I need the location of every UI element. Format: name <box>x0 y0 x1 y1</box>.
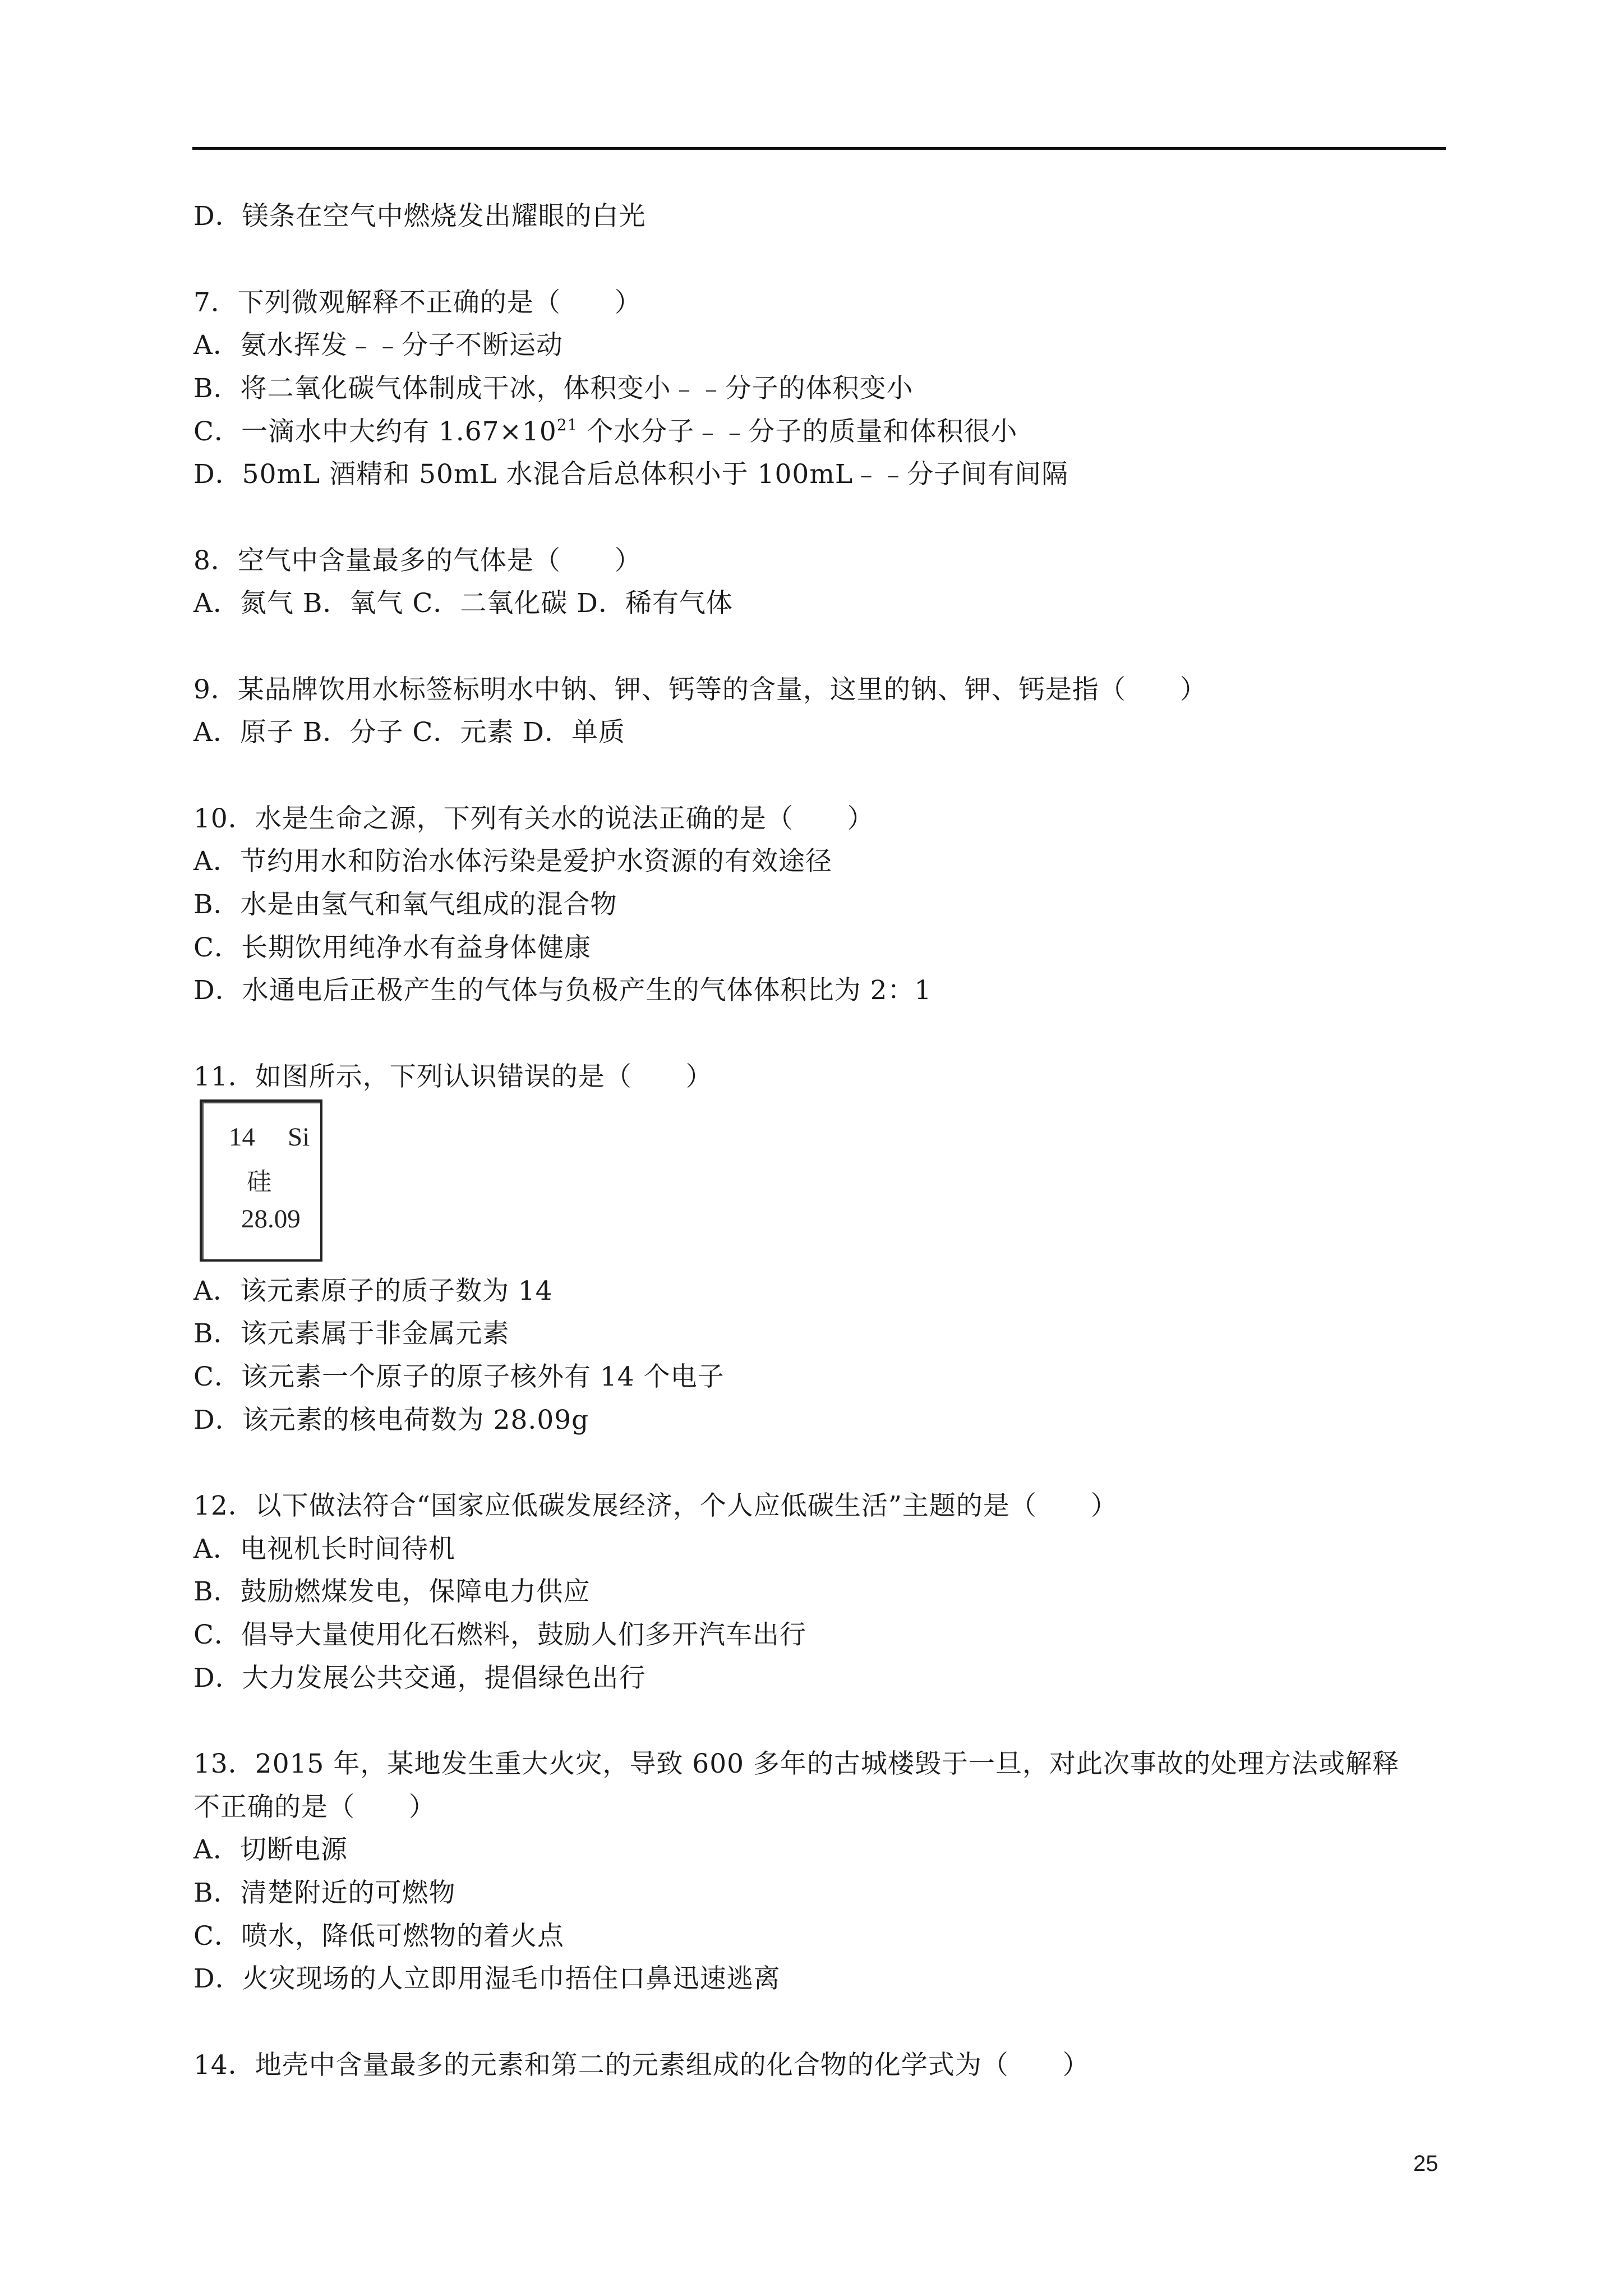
q13-stem-line2: 不正确的是（ ） <box>193 1792 436 1823</box>
q11-option-b: B．该元素属于非金属元素 <box>193 1318 510 1349</box>
q7-option-c-tail: 个水分子﹣﹣分子的质量和体积很小 <box>578 416 1018 447</box>
q7-option-c-text: C．一滴水中大约有 1.67×10 <box>193 416 557 447</box>
element-symbol: Si <box>288 1122 310 1152</box>
silicon-element-card <box>200 1099 322 1262</box>
q10-option-d: D．水通电后正极产生的气体与负极产生的气体体积比为 2：1 <box>193 975 932 1006</box>
q7-option-c <box>193 415 1017 449</box>
q9-options: A．原子 B．分子 C．元素 D．单质 <box>193 717 625 748</box>
q14-stem: 14．地壳中含量最多的元素和第二的元素组成的化合物的化学式为（ ） <box>193 2050 1090 2081</box>
q12-option-c: C．倡导大量使用化石燃料，鼓励人们多开汽车出行 <box>193 1619 806 1650</box>
q8-stem: 8．空气中含量最多的气体是（ ） <box>193 545 642 576</box>
page-number: 25 <box>1413 2151 1438 2176</box>
q12-option-a: A．电视机长时间待机 <box>193 1534 455 1565</box>
atomic-number: 14 <box>229 1122 255 1152</box>
q13-option-d: D．火灾现场的人立即用湿毛巾捂住口鼻迅速逃离 <box>193 1963 781 1994</box>
q12-option-b: B．鼓励燃煤发电，保障电力供应 <box>193 1576 591 1607</box>
atomic-mass: 28.09 <box>241 1204 301 1234</box>
q9-stem: 9．某品牌饮用水标签标明水中钠、钾、钙等的含量，这里的钠、钾、钙是指（ ） <box>193 674 1207 705</box>
q7-option-a: A．氨水挥发﹣﹣分子不断运动 <box>193 330 563 361</box>
q11-option-a: A．该元素原子的质子数为 14 <box>193 1276 553 1306</box>
q11-option-d: D．该元素的核电荷数为 28.09g <box>193 1405 589 1435</box>
q10-option-c: C．长期饮用纯净水有益身体健康 <box>193 932 591 963</box>
q7-option-c-exponent: 21 <box>556 416 578 434</box>
q13-option-c: C．喷水，降低可燃物的着火点 <box>193 1921 564 1952</box>
element-name: 硅 <box>247 1167 271 1196</box>
q7-option-d: D．50mL 酒精和 50mL 水混合后总体积小于 100mL﹣﹣分子间有间隔 <box>193 459 1069 490</box>
q12-option-d: D．大力发展公共交通，提倡绿色出行 <box>193 1663 646 1694</box>
q7-stem: 7．下列微观解释不正确的是（ ） <box>193 287 642 318</box>
q11-stem: 11．如图所示，下列认识错误的是（ ） <box>193 1061 713 1092</box>
q13-option-b: B．清楚附近的可燃物 <box>193 1878 456 1908</box>
q13-stem-line1: 13．2015 年，某地发生重大火灾，导致 600 多年的古城楼毁于一旦，对此次事故的处理方法或解释 <box>193 1749 1399 1779</box>
q7-option-b: B．将二氧化碳气体制成干冰，体积变小﹣﹣分子的体积变小 <box>193 373 914 404</box>
q8-options: A．氮气 B．氧气 C．二氧化碳 D．稀有气体 <box>193 588 733 619</box>
q10-option-a: A．节约用水和防治水体污染是爱护水资源的有效途径 <box>193 846 832 877</box>
q6-option-d: D．镁条在空气中燃烧发出耀眼的白光 <box>193 201 646 232</box>
header-rule <box>192 147 1446 150</box>
q10-option-b: B．水是由氢气和氧气组成的混合物 <box>193 889 617 920</box>
q12-stem: 12．以下做法符合“国家应低碳发展经济，个人应低碳生活”主题的是（ ） <box>193 1490 1118 1521</box>
q13-option-a: A．切断电源 <box>193 1834 348 1865</box>
q11-option-c: C．该元素一个原子的原子核外有 14 个电子 <box>193 1361 725 1392</box>
q10-stem: 10．水是生命之源，下列有关水的说法正确的是（ ） <box>193 803 874 834</box>
